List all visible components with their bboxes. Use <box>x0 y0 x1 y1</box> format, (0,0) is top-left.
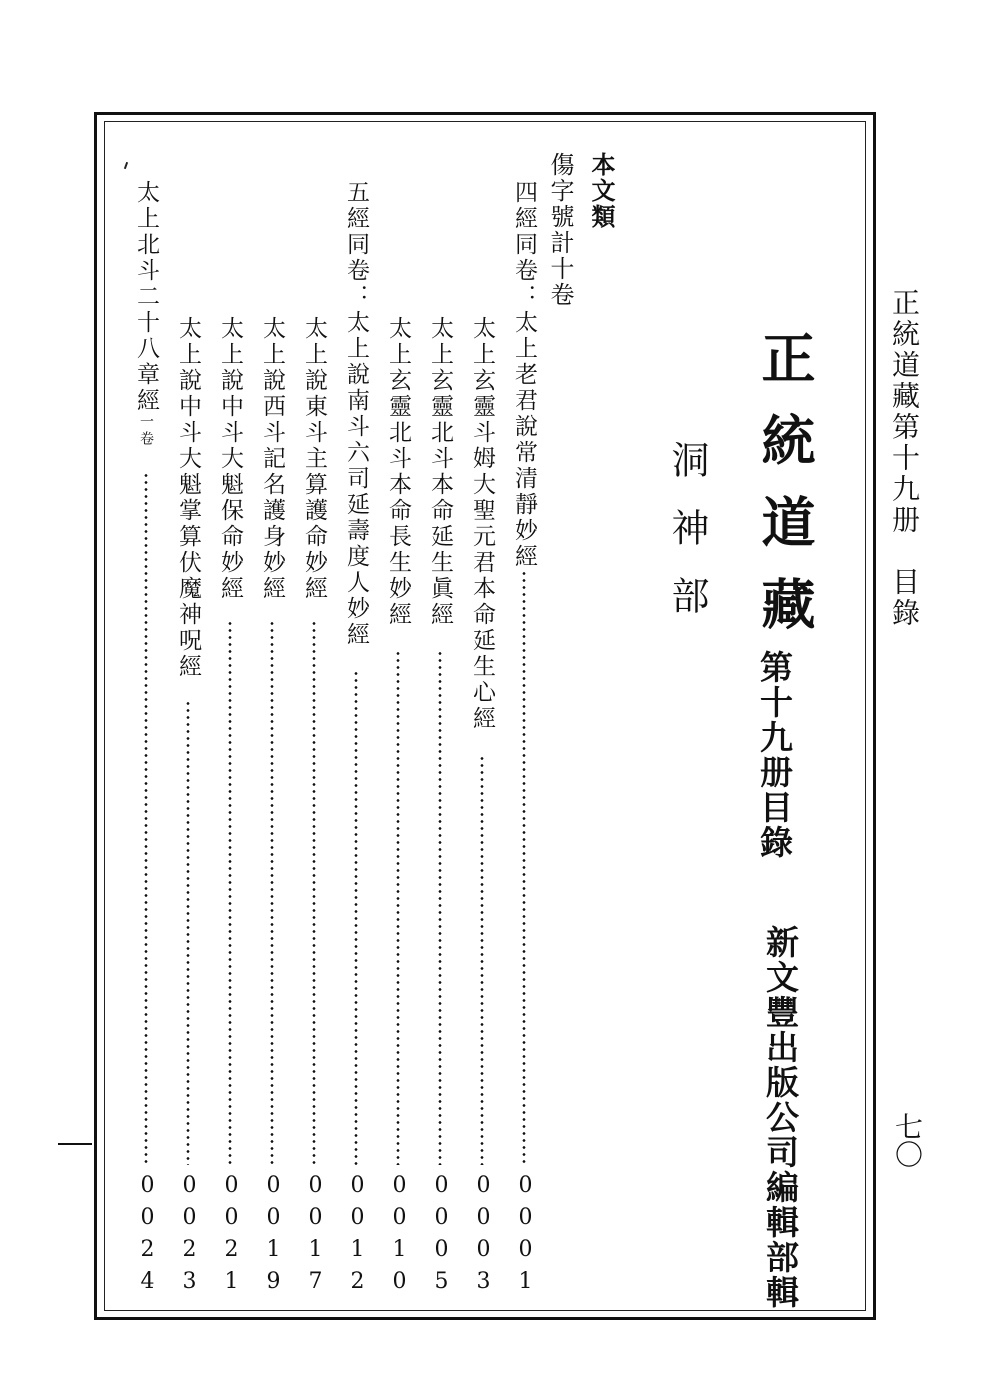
toc-page: 0010 <box>387 1173 412 1301</box>
toc-title: 五經同卷：太上說南斗六司延壽度人妙經 <box>343 180 369 648</box>
leader-dots <box>438 650 442 1165</box>
toc-title: 太上玄靈斗姆大聖元君本命延生心經 <box>469 316 495 732</box>
main-title: 正統道藏 <box>753 330 817 658</box>
toc-page: 0021 <box>219 1173 244 1301</box>
toc-entry <box>466 180 498 1301</box>
leader-dots <box>270 620 274 1165</box>
leader-dots <box>228 620 232 1165</box>
publisher-credit: 新文豐出版公司編輯部輯 <box>761 925 800 1310</box>
toc-page: 0024 <box>135 1173 160 1301</box>
toc-title: 太上說東斗主算護命妙經 <box>301 316 327 602</box>
division-heading: 洞神部 <box>665 440 709 644</box>
leader-dots <box>354 670 358 1165</box>
toc-entry <box>214 180 246 1301</box>
toc-title <box>134 180 157 448</box>
toc-page: 0001 <box>513 1173 538 1301</box>
toc-page: 0023 <box>177 1173 202 1301</box>
toc-title-text: 太上北斗二十八章經 <box>133 180 159 414</box>
toc-title: 太上說中斗大魁保命妙經 <box>217 316 243 602</box>
leader-dots <box>396 650 400 1165</box>
margin-mark <box>58 1143 92 1145</box>
leader-dots <box>144 472 148 1165</box>
toc-entry <box>172 180 204 1301</box>
section-heading: 本文類 <box>587 152 616 230</box>
toc-entry <box>424 180 456 1301</box>
leader-dots <box>522 570 526 1165</box>
toc-title: 太上玄靈北斗本命長生妙經 <box>385 316 411 628</box>
toc-page: 0003 <box>471 1173 496 1301</box>
toc-title: 太上玄靈北斗本命延生眞經 <box>427 316 453 628</box>
volume-subtitle: 第十九册目錄 <box>755 650 794 860</box>
volume-note: 一卷 <box>138 414 154 448</box>
toc-entry <box>382 180 414 1301</box>
toc-entry <box>340 180 372 1301</box>
toc-page: 0012 <box>345 1173 370 1301</box>
toc-entry <box>298 180 330 1301</box>
running-header: 正統道藏第十九册 目錄 <box>888 288 921 629</box>
page-number: 七〇 <box>891 1112 924 1168</box>
toc-title: 四經同卷：太上老君說常清靜妙經 <box>511 180 537 570</box>
toc-page: 0017 <box>303 1173 328 1301</box>
toc-page: 0005 <box>429 1173 454 1301</box>
leader-dots <box>312 620 316 1165</box>
toc-entry <box>130 180 162 1301</box>
toc-entry <box>508 180 540 1301</box>
toc-title: 太上說中斗大魁掌算伏魔神呪經 <box>175 316 201 680</box>
leader-dots <box>480 755 484 1165</box>
section-stats: 傷字號計十卷 <box>546 152 574 308</box>
toc-entry <box>256 180 288 1301</box>
toc-title: 太上說西斗記名護身妙經 <box>259 316 285 602</box>
toc-page: 0019 <box>261 1173 286 1301</box>
leader-dots <box>186 700 190 1165</box>
